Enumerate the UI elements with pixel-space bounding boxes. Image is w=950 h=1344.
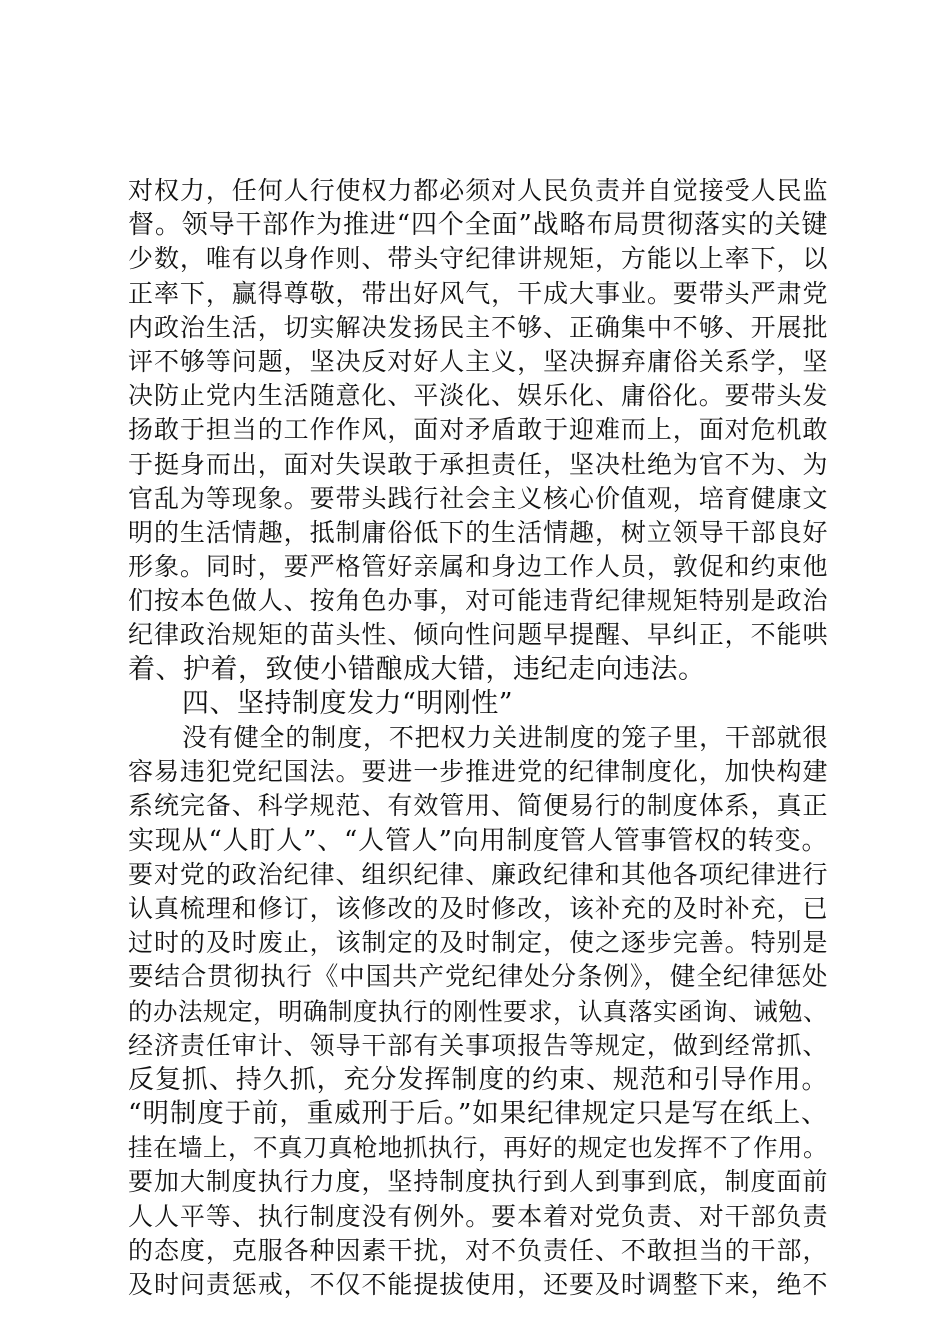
- text-line: “明制度于前，重威刑于后。”如果纪律规定只是写在纸上、: [128, 1098, 828, 1130]
- text-line: 纪律政治规矩的苗头性、倾向性问题早提醒、早纠正，不能哄: [128, 620, 828, 650]
- text-line: 要加大制度执行力度，坚持制度执行到人到事到底，制度面前: [128, 1167, 828, 1197]
- text-line: 少数，唯有以身作则、带头守纪律讲规矩，方能以上率下，以: [128, 244, 828, 274]
- text-line: 要对党的政治纪律、组织纪律、廉政纪律和其他各项纪律进行: [128, 859, 828, 889]
- text-line: 明的生活情趣，抵制庸俗低下的生活情趣，树立领导干部良好: [128, 517, 828, 547]
- text-line: 们按本色做人、按角色办事，对可能违背纪律规矩特别是政治: [128, 586, 828, 616]
- section-heading: 四、坚持制度发力“明刚性”: [182, 687, 514, 719]
- text-line: 反复抓、持久抓，充分发挥制度的约束、规范和引导作用。: [128, 1064, 828, 1095]
- text-line: 认真梳理和修订，该修改的及时修改，该补充的及时补充，已: [128, 893, 828, 923]
- text-line: 的态度，克服各种因素干扰，对不负责任、不敢担当的干部，: [128, 1235, 828, 1265]
- text-line: 官乱为等现象。要带头践行社会主义核心价值观，培育健康文: [128, 483, 828, 513]
- text-line: 系统完备、科学规范、有效管用、简便易行的制度体系，真正: [128, 791, 828, 821]
- text-line: 人人平等、执行制度没有例外。要本着对党负责、对干部负责: [128, 1201, 828, 1231]
- text-line: 经济责任审计、领导干部有关事项报告等规定，做到经常抓、: [128, 1030, 828, 1060]
- text-line: 对权力，任何人行使权力都必须对人民负责并自觉接受人民监: [128, 176, 828, 205]
- text-line: 形象。同时，要严格管好亲属和身边工作人员，敦促和约束他: [128, 552, 828, 582]
- text-line: 于挺身而出，面对失误敢于承担责任，坚决杜绝为官不为、为: [128, 449, 828, 479]
- text-line: 扬敢于担当的工作作风，面对矛盾敢于迎难而上，面对危机敢: [128, 415, 828, 445]
- text-line: 没有健全的制度，不把权力关进制度的笼子里，干部就很: [182, 723, 828, 752]
- text-line: 及时问责惩戒，不仅不能提拔使用，还要及时调整下来，绝不: [128, 1270, 828, 1299]
- text-line: 容易违犯党纪国法。要进一步推进党的纪律制度化，加快构建: [128, 757, 828, 787]
- text-line: 的办法规定，明确制度执行的刚性要求，认真落实函询、诫勉、: [128, 996, 828, 1026]
- document-body: [128, 174, 828, 1302]
- text-line: 着、护着，致使小错酿成大错，违纪走向违法。: [128, 653, 706, 685]
- text-line: 过时的及时废止，该制定的及时制定，使之逐步完善。特别是: [128, 928, 828, 958]
- text-line: 决防止党内生活随意化、平淡化、娱乐化、庸俗化。要带头发: [128, 381, 828, 411]
- text-line: 实现从“人盯人”、“人管人”向用制度管人管事管权的转变。: [128, 825, 828, 856]
- text-line: 正率下，赢得尊敬，带出好风气，干成大事业。要带头严肃党: [128, 278, 828, 308]
- text-line: 内政治生活，切实解决发扬民主不够、正确集中不够、开展批: [128, 312, 828, 342]
- text-line: 督。领导干部作为推进“四个全面”战略布局贯彻落实的关键: [128, 210, 828, 241]
- text-line: 挂在墙上，不真刀真枪地抓执行，再好的规定也发挥不了作用。: [128, 1133, 828, 1163]
- text-line: 要结合贯彻执行《中国共产党纪律处分条例》，健全纪律惩处: [128, 962, 828, 993]
- text-line: 评不够等问题，坚决反对好人主义，坚决摒弃庸俗关系学，坚: [128, 346, 828, 376]
